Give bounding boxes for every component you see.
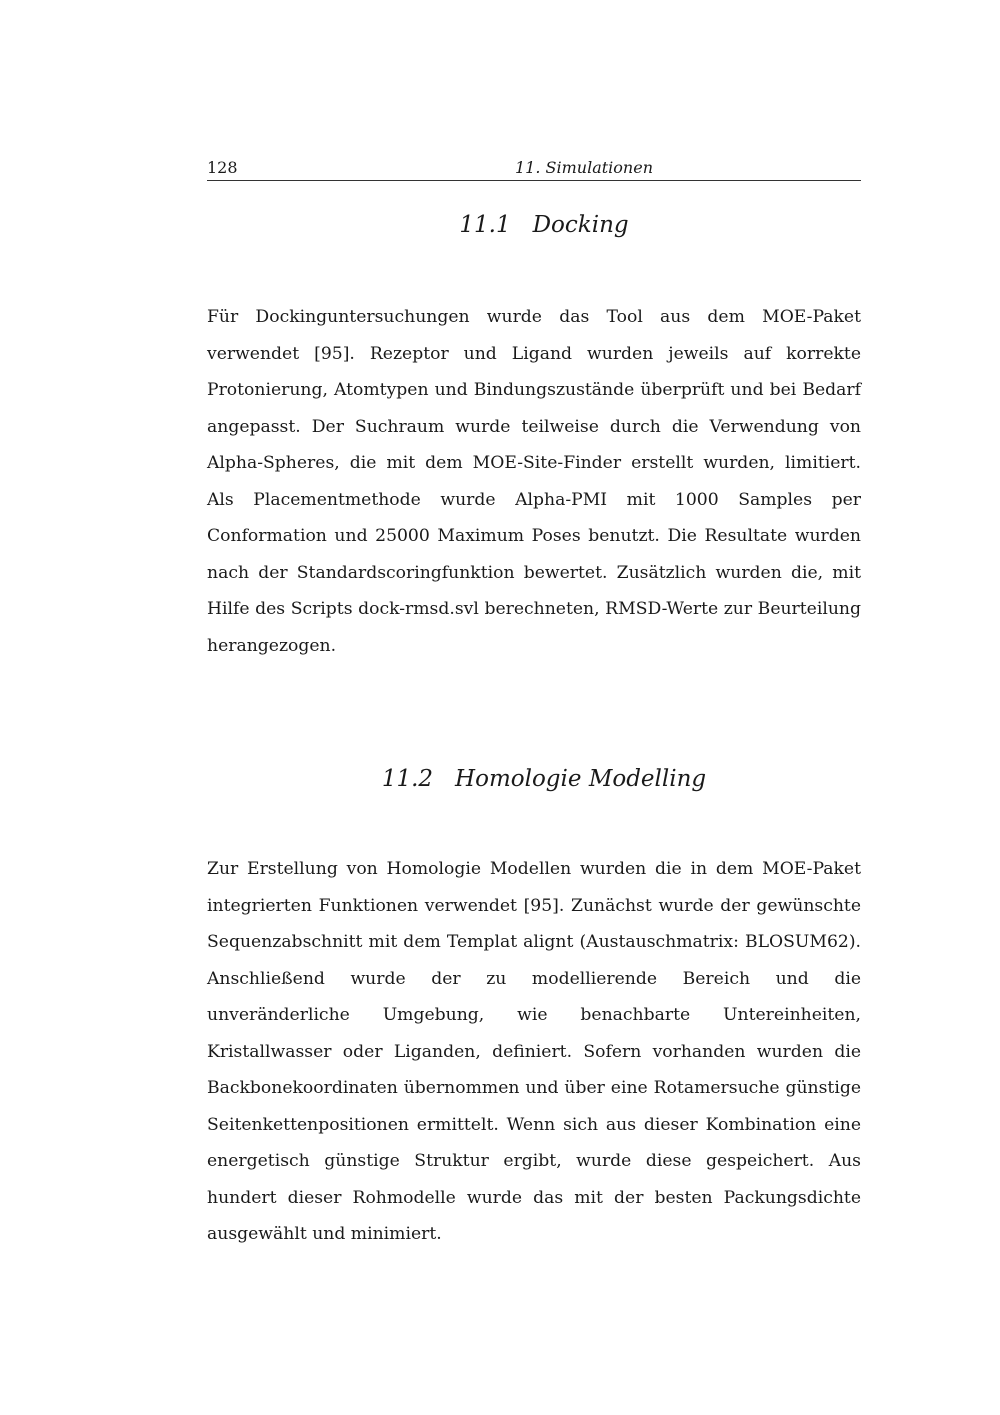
page-number: 128 [207,158,238,177]
section-title: Homologie Modelling [455,766,707,792]
section-heading-homologie-modelling [207,766,861,792]
homologie-paragraph: Zur Erstellung von Homologie Modellen wurden die in dem MOE-Paket integrierten Funktionen verwendet [95]. Zunächst wurde der gewünschte Sequenzabschnitt mit dem Templat alignt (Austauschmatrix: BLOSUM62). Anschließend wurde der zu modellierende Bereich und die unveränderliche Umgebung, wie benachbarte Untereinheiten, Kristallwasser oder Liganden, definiert. Sofern vorhanden wurden die Backbonekoordinaten übernommen und über eine Rotamersuche günstige Seitenkettenpositionen ermittelt. Wenn sich aus dieser Kombination eine energetisch günstige Struktur ergibt, wurde diese gespeichert. Aus hundert dieser Rohmodelle wurde das mit der besten Packungsdichte ausgewählt und minimiert. [207,859,861,1244]
section-number: 11.2 [381,766,434,792]
section-title: Docking [532,212,629,238]
chapter-title: 11. Simulationen [515,158,653,177]
docking-paragraph: Für Dockinguntersuchungen wurde das Tool aus dem MOE-Paket verwendet [95]. Rezeptor und Ligand wurden jeweils auf korrekte Protonierung, Atomtypen und Bindungszustände überprüft und bei Bedarf angepasst. Der Suchraum wurde teilweise durch die Verwendung von Alpha-Spheres, die mit dem MOE-Site-Finder erstellt wurden, limitiert. Als Placementmethode wurde Alpha-PMI mit 1000 Samples per Conformation und 25000 Maximum Poses benutzt. Die Resultate wurden nach der Standardscoringfunktion bewertet. Zusätzlich wurden die, mit Hilfe des Scripts dock-rmsd.svl berechneten, RMSD-Werte zur Beurteilung herangezogen. [207,307,861,656]
running-header [207,156,861,181]
section-number: 11.1 [459,212,511,238]
section-heading-docking [207,212,861,238]
